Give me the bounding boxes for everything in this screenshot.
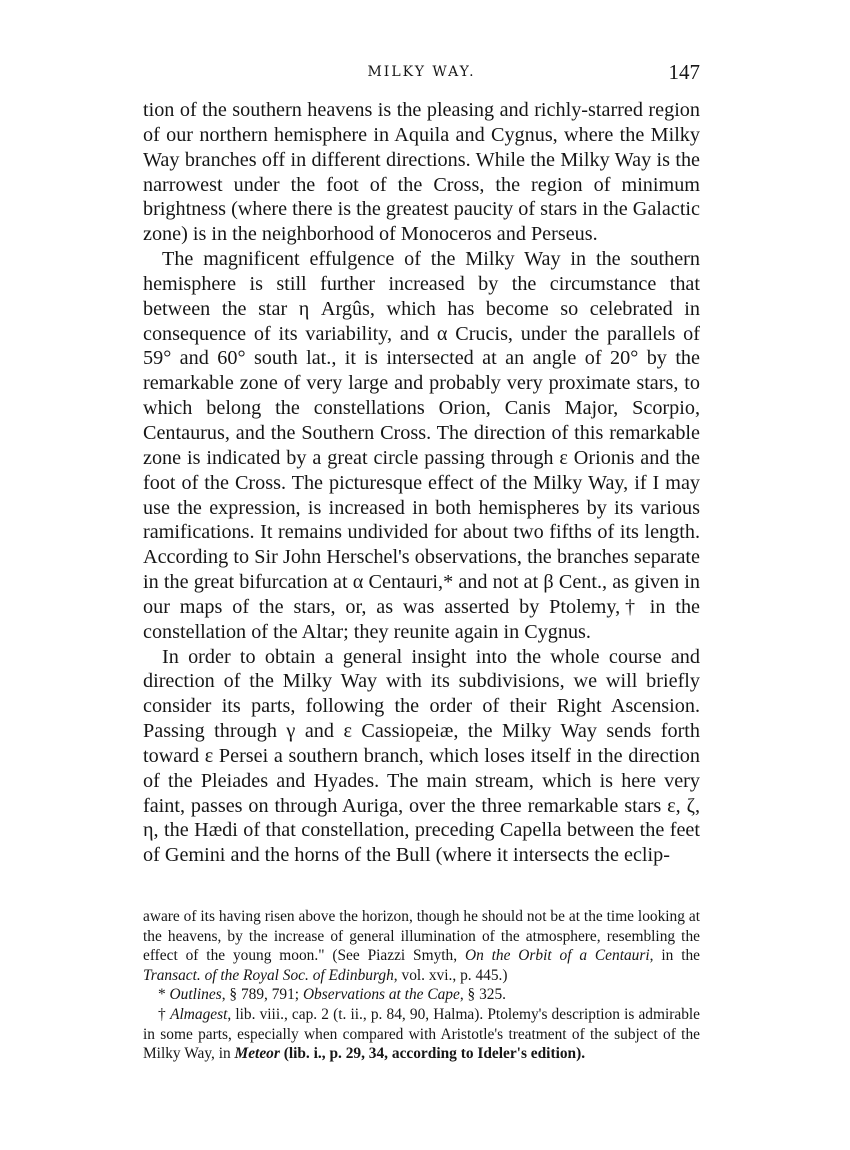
footnote-star-end: , § 325. <box>459 986 506 1004</box>
footnote-continuation-text-3: , vol. xvi., p. 445.) <box>393 966 508 984</box>
page-number: 147 <box>668 60 700 84</box>
footnote-dagger-title: Almagest <box>170 1005 228 1023</box>
paragraph-course: In order to obtain a general insight into the whole course and direction of the Milky Way with its subdivisions, we will briefly consider its parts, following the order of their Right Ascension. Passing through γ and ε Cassiopeiæ, the Milky Way sends forth toward ε Persei a southern branch, which loses itself in the direction of the Pleiades and Hyades. The main stream, which is here very faint, passes on through Auriga, over the three remarkable stars ε, ζ, η, the Hædi of that constellation, preceding Capella between the feet of Gemini and the horns of the Bull (where it intersects the eclip- <box>143 645 700 867</box>
footnotes <box>143 907 700 1064</box>
footnote-dagger-marker: † <box>158 1005 171 1023</box>
footnote-dagger <box>143 1005 700 1064</box>
running-head <box>143 60 700 90</box>
footnote-continuation-text-1: aware of its having risen above the horizon, though he should not be at the time looking at the heavens, by the increase of general illumination of the atmosphere, resembling the effect of the young moon." (See Piazzi Smyth, <box>143 908 700 965</box>
footnote-dagger-title-2: Meteor <box>234 1045 280 1063</box>
footnote-continuation <box>143 907 700 985</box>
footnote-star-mid: , § 789, 791; <box>221 986 303 1004</box>
paragraph-effulgence: The magnificent effulgence of the Milky Way in the southern hemisphere is still further increased by the circumstance that between the star η Argûs, which has become so celebrated in consequence of its variability, and α Crucis, under the parallels of 59° and 60° south lat., it is intersected at an angle of 20° by the remarkable zone of very large and probably very proximate stars, to which belong the constellations Orion, Canis Major, Scorpio, Centaurus, and the Southern Cross. The direction of this remarkable zone is indicated by a great circle passing through ε Orionis and the foot of the Cross. The picturesque effect of the Milky Way, if I may use the expression, is increased in both hemispheres by its various ramifications. It remains undivided for about two fifths of its length. According to Sir John Herschel's observations, the branches separate in the great bifurcation at α Centauri,* and not at β Cent., as given in our maps of the stars, or, as was asserted by Ptolemy,† in the constellation of the Altar; they reunite again in Cygnus. <box>143 248 700 643</box>
footnote-dagger-text: , lib. viii., cap. 2 (t. ii., p. 84, 90, Halma). Ptolemy's description is admirable in some parts, especially when compared with Aristotle's treatment of the subject of the Milky Way, in <box>143 1005 700 1063</box>
footnote-star <box>143 985 700 1005</box>
footnote-star-title-2: Observations at the Cape <box>302 986 460 1004</box>
footnote-star-title-1: Outlines <box>169 986 222 1004</box>
footnote-journal-title: Transact. of the Royal Soc. of Edinburgh <box>143 966 394 984</box>
running-title: MILKY WAY. <box>367 64 476 80</box>
footnote-continuation-text-2: , in the <box>649 947 700 965</box>
paragraph-continuation: tion of the southern heavens is the pleasing and richly-starred region of our northern hemisphere in Aquila and Cygnus, where the Milky Way branches off in different directions. While the Milky Way is the narrowest under the foot of the Cross, the region of minimum brightness (where there is the greatest paucity of stars in the Galactic zone) is in the neighborhood of Monoceros and Perseus. <box>143 99 700 246</box>
body-text <box>143 98 700 868</box>
footnote-dagger-end: (lib. i., p. 29, 34, according to Ideler's edition). <box>279 1045 586 1063</box>
footnote-star-marker: * <box>158 986 170 1004</box>
footnote-work-title: On the Orbit of a Centauri <box>464 947 650 965</box>
